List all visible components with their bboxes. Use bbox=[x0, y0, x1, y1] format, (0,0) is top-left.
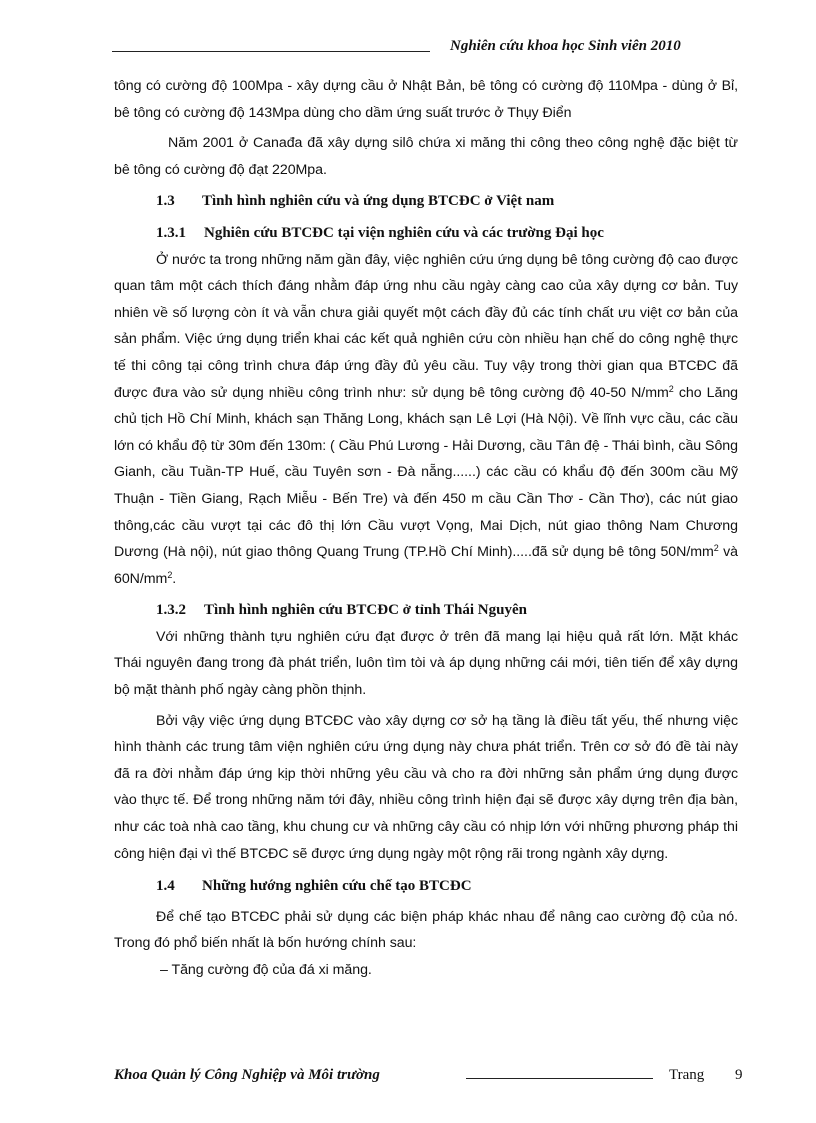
footer-page-label: Trang bbox=[669, 1067, 705, 1083]
paragraph-6: Để chế tạo BTCĐC phải sử dụng các biện pháp khác nhau để nâng cao cường độ của nó. Trong đó phổ biến nhất là bốn hướng chính sau: bbox=[114, 908, 738, 952]
document-body bbox=[114, 73, 738, 984]
footer-faculty: Khoa Quản lý Công Nghiệp và Môi trường bbox=[114, 1067, 380, 1083]
paragraph-5: Bởi vậy việc ứng dụng BTCĐC vào xây dựng cơ sở hạ tầng là điều tất yếu, thế nhưng việc hình thành các trung tâm viện nghiên cứu ứng dụng này chưa phát triển. Trên cơ sở đó đề tài này đã ra đời nhằm đáp ứng kịp thời những yêu cầu và cho ra đời những sản phẩm ứng dụng được vào thực tế. Để trong những năm tới đây, nhiều công trình hiện đại sẽ được xây dựng trên địa bàn, như các toà nhà cao tầng, khu chung cư và những cây cầu có nhịp lớn với những phương pháp thi công hiện đại vì thế BTCĐC sẽ được ứng dụng ngày một rộng rãi trong ngành xây dựng. bbox=[114, 712, 738, 862]
section-heading-1-3-2 bbox=[114, 597, 738, 624]
section-title: Nghiên cứu BTCĐC tại viện nghiên cứu và các trường Đại học bbox=[204, 224, 604, 241]
paragraph-1: tông có cường độ 100Mpa - xây dựng cầu ở Nhật Bản, bê tông có cường độ 110Mpa - dùng ở Bỉ, bê tông có cường độ 143Mpa dùng cho dầm ứng suất trước ở Thụy Điển bbox=[114, 78, 738, 121]
superscript: 2 bbox=[668, 383, 674, 394]
section-number: 1.4 bbox=[156, 878, 175, 895]
section-number: 1.3 bbox=[156, 193, 175, 210]
page-number: 9 bbox=[735, 1067, 743, 1083]
superscript: 2 bbox=[713, 543, 719, 554]
section-title: Tình hình nghiên cứu và ứng dụng BTCĐC ở Việt nam bbox=[202, 193, 555, 210]
section-title: Tình hình nghiên cứu BTCĐC ở tỉnh Thái Nguyên bbox=[204, 602, 527, 619]
paragraph-3-part-c: và 60N/mm bbox=[114, 544, 738, 587]
paragraph-4: Với những thành tựu nghiên cứu đạt được ở trên đã mang lại hiệu quả rất lớn. Mặt khác Thái nguyên đang trong đà phát triển, luôn tìm tòi và áp dụng những cái mới, tiên tiến để xây dựng bộ mặt thành phố ngày càng phồn thịnh. bbox=[114, 628, 738, 699]
footer-rule bbox=[466, 1078, 653, 1079]
paragraph-3-part-a: Ở nước ta trong những năm gần đây, việc nghiên cứu ứng dụng bê tông cường độ cao được quan tâm một cách thích đáng nhằm đáp ứng nhu cầu ngày càng cao của xây dựng cơ bản. Tuy nhiên về số lượng còn ít và vẫn chưa giải quyết một cách đầy đủ các tính chất ưu việt cơ bản của sản phẩm. Việc ứng dụng triển khai các kết quả nghiên cứu còn nhiều hạn chế do công nghệ thực tế thi công tại công trình chưa đáp ứng đầy đủ yêu cầu. Tuy vậy trong thời gian qua BTCĐC đã được đưa vào sử dụng nhiều công trình như: sử dụng bê tông cường độ 40-50 N/mm bbox=[114, 251, 738, 401]
section-heading-1-3-1 bbox=[114, 220, 738, 247]
paragraph-3-part-d: . bbox=[172, 570, 177, 587]
list-item: – Tăng cường độ của đá xi măng. bbox=[160, 962, 372, 978]
header-rule bbox=[112, 51, 430, 52]
section-number: 1.3.2 bbox=[156, 602, 186, 619]
superscript: 2 bbox=[167, 569, 173, 580]
section-number: 1.3.1 bbox=[156, 224, 186, 241]
section-heading-1-4 bbox=[114, 873, 738, 900]
paragraph-3-part-b: cho Lăng chủ tịch Hồ Chí Minh, khách sạn Thăng Long, khách sạn Lê Lợi (Hà Nội). Về lĩnh vực cầu, các cầu lớn có khẩu độ từ 30m đến 130m: ( Cầu Phú Lương - Hải Dương, cầu Tân đệ - Thái bình, cầu Sông Gianh, cầu Tuần-TP Huế, cầu Tuyên sơn - Đà nẵng......) các cầu có khẩu độ đến 300m cầu Mỹ Thuận - Tiền Giang, Rạch Miễu - Bến Tre) và đến 450 m cầu Cần Thơ - Cần Thơ), các nút giao thông,các cầu vượt tại các đô thị lớn Cầu vượt Vọng, Mai Dịch, nút giao thông Nam Chương Dương (Hà nội), nút giao thông Quang Trung (TP.Hồ Chí Minh).....đã sử dụng bê tông 50N/mm bbox=[114, 384, 738, 561]
section-title: Những hướng nghiên cứu chế tạo BTCĐC bbox=[202, 878, 472, 895]
section-heading-1-3 bbox=[114, 188, 738, 215]
paragraph-2: Năm 2001 ở Canađa đã xây dựng silô chứa xi măng thi công theo công nghệ đặc biệt từ bê tông có cường độ đạt 220Mpa. bbox=[114, 135, 738, 178]
paragraph-3 bbox=[114, 247, 738, 593]
header-title: Nghiên cứu khoa học Sinh viên 2010 bbox=[450, 38, 681, 54]
